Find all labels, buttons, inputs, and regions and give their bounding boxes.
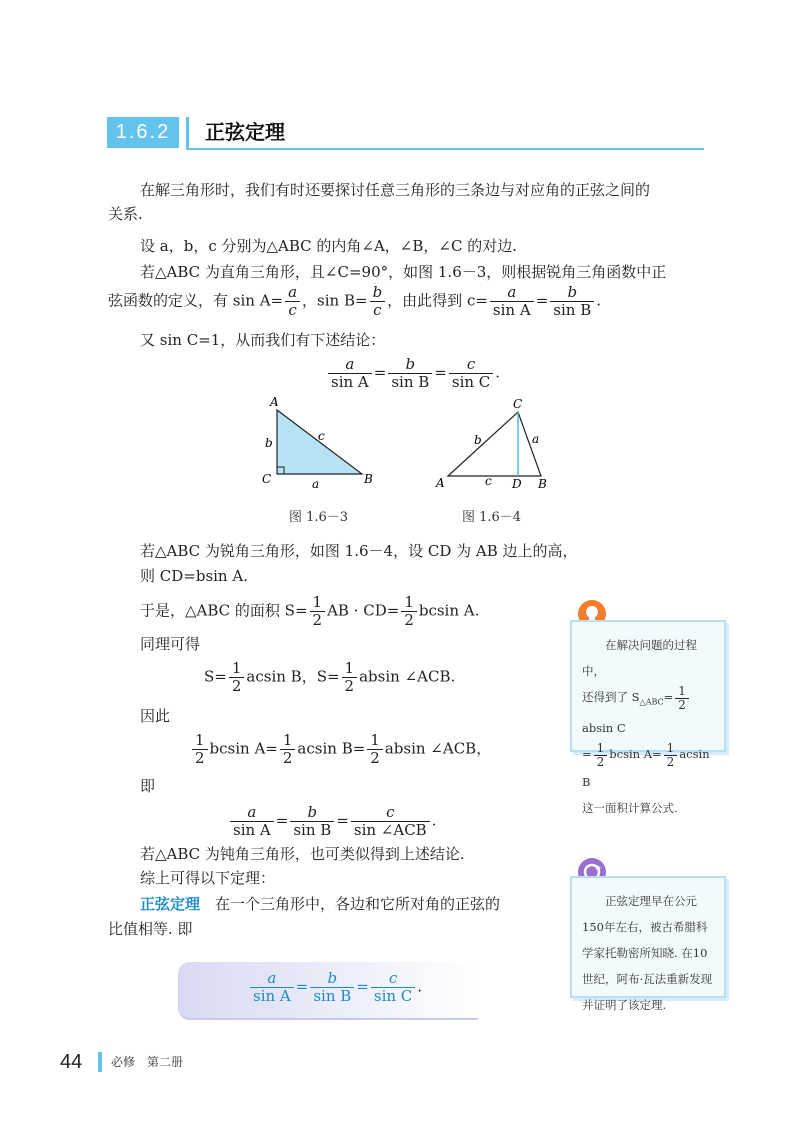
frac-den-2: 2	[344, 677, 355, 695]
text-absinACB: absin ∠ACB，	[384, 739, 492, 758]
paragraph-acute-line2: 则 CD=bsin A.	[140, 567, 248, 585]
footer-divider	[98, 1052, 102, 1072]
frac-den-2: 2	[370, 749, 380, 767]
frac-num-a: a	[490, 284, 534, 302]
fraction-c-over-sinC	[371, 970, 415, 1005]
label-C: C	[513, 397, 523, 411]
label-B: B	[538, 477, 547, 491]
frac-den-c: c	[288, 301, 297, 319]
fraction-one-half	[342, 660, 358, 695]
label-A: A	[270, 395, 279, 409]
paragraph-sinC: 又 sin C=1，从而我们有下述结论：	[140, 331, 386, 349]
frac-den-sinC: sin C	[373, 987, 413, 1005]
fraction-b-over-sinB	[290, 804, 334, 839]
section-divider	[186, 117, 189, 148]
book-title: 必修 第二册	[111, 1055, 184, 1069]
period: .	[596, 291, 601, 310]
figure-1-6-3	[250, 392, 390, 492]
frac-den-c: c	[373, 301, 382, 319]
fraction-one-half	[280, 732, 296, 767]
theorem-statement-line2: 比值相等. 即	[108, 920, 193, 938]
frac-num-b: b	[290, 804, 334, 822]
theorem-statement-line1	[140, 892, 500, 916]
fraction-one-half	[192, 732, 208, 767]
side-note-history: 正弦定理早在公元150年左右，被古希腊科学家托勒密所知晓. 在10世纪，阿布·瓦法重新发现并证明了该定理.	[570, 876, 726, 998]
fraction-b-over-sinB	[388, 356, 432, 391]
label-C: C	[262, 472, 272, 486]
fraction-a-over-sinA	[328, 356, 372, 391]
equals-sign: =	[373, 363, 387, 382]
side-note-area-formula	[570, 620, 726, 815]
frac-den-sinB: sin B	[313, 987, 352, 1005]
formula-right-triangle	[108, 284, 601, 319]
paragraph-summary: 综上可得以下定理：	[140, 869, 276, 887]
frac-num-1: 1	[367, 732, 383, 750]
note1-line3: = $\frac{1}{2}$ bcsin A= $\frac{1}{2}$ acsin B	[582, 740, 710, 789]
paragraph-right-triangle-line1: 若△ABC 为直角三角形，且∠C=90°，如图 1.6－3，则根据锐角三角函数中正	[140, 263, 667, 281]
fraction-b-over-c	[370, 284, 386, 319]
acute-triangle-shape	[448, 412, 541, 476]
paragraph-therefore: 因此	[140, 707, 171, 725]
paragraph-def-sides: 设 a，b，c 分别为△ABC 的内角∠A，∠B，∠C 的对边.	[140, 237, 517, 255]
period: .	[431, 811, 437, 830]
frac-num-1: 1	[229, 660, 245, 678]
text-hence-c: ，由此得到 c=	[387, 291, 488, 310]
fraction-one-half	[401, 594, 417, 629]
frac-num-b: b	[388, 356, 432, 374]
fraction-a-over-sinA	[490, 284, 534, 319]
fraction-one-half	[367, 732, 383, 767]
frac-den-sinA: sin A	[253, 987, 291, 1005]
fraction-a-over-sinA	[230, 804, 274, 839]
text-area-mid: AB · CD=	[327, 601, 400, 620]
text-area-prefix: 于是，△ABC 的面积 S=	[140, 601, 308, 620]
equals-sign: =	[535, 291, 549, 310]
frac-num-c: c	[351, 804, 430, 822]
frac-num-1: 1	[310, 594, 326, 612]
paragraph-intro-line1: 在解三角形时，我们有时还要探讨任意三角形的三条边与对应角的正弦之间的	[140, 181, 651, 199]
note1-line2: 还得到了 $S_{\triangle ABC}=$ $\frac{1}{2}$ absin C	[582, 684, 714, 741]
frac-num-a: a	[285, 284, 300, 302]
frac-den-sinA: sin A	[331, 373, 369, 391]
frac-num-1: 1	[192, 732, 208, 750]
theorem-term: 正弦定理	[140, 895, 201, 913]
figure-1-6-4	[432, 396, 562, 496]
fraction-c-over-sinC	[449, 356, 493, 391]
frac-den-sinACB: sin ∠ACB	[353, 821, 427, 839]
frac-den-sinA: sin A	[492, 301, 531, 319]
text-acsinB: acsin B，S=	[246, 667, 340, 686]
equals-sign: =	[434, 363, 447, 382]
frac-den-sinB: sin B	[391, 373, 430, 391]
frac-den-sinB: sin B	[553, 301, 592, 319]
label-B: B	[364, 472, 373, 486]
frac-num-a: a	[230, 804, 274, 822]
fraction-b-over-sinB	[310, 970, 354, 1005]
note1-line4: 这一面积计算公式.	[582, 800, 678, 815]
frac-num-c: c	[449, 356, 493, 374]
frac-num-1: 1	[280, 732, 296, 750]
text-absinACB: absin ∠ACB.	[359, 667, 456, 686]
formula-ratio-acb	[228, 804, 436, 839]
frac-den-2: 2	[195, 749, 205, 767]
text-bcsinA: bcsin A=	[209, 739, 278, 758]
frac-num-1: 1	[342, 660, 358, 678]
label-side-c: c	[318, 429, 325, 443]
frac-num-b: b	[310, 970, 354, 988]
frac-den-2: 2	[231, 677, 242, 695]
paragraph-similarly: 同理可得	[140, 635, 201, 653]
fraction-one-half	[229, 660, 245, 695]
frac-num-b: b	[550, 284, 594, 302]
text-acsinB: acsin B=	[297, 739, 366, 758]
frac-num-b: b	[370, 284, 386, 302]
figure-1-6-3-caption: 图 1.6－3	[289, 510, 349, 525]
label-side-b: b	[265, 436, 273, 450]
period: .	[495, 363, 501, 382]
text-sinB-def: ，sin B=	[302, 291, 368, 310]
frac-num-c: c	[371, 970, 415, 988]
formula-area-equality	[190, 732, 491, 767]
fraction-one-half	[310, 594, 326, 629]
frac-num-a: a	[250, 970, 294, 988]
section-title: 正弦定理	[205, 120, 285, 144]
theorem-text: 在一个三角形中，各边和它所对角的正弦的	[215, 895, 501, 913]
equals-sign: =	[275, 811, 289, 830]
frac-den-2: 2	[404, 611, 414, 629]
figure-1-6-4-caption: 图 1.6－4	[462, 510, 522, 525]
text-sinA-def: 弦函数的定义，有 sin A=	[108, 291, 284, 310]
label-side-a: a	[532, 432, 540, 446]
section-number: 1.6.2	[107, 117, 179, 148]
equals-sign: =	[336, 811, 349, 830]
paragraph-acute-line1: 若△ABC 为锐角三角形，如图 1.6－4，设 CD 为 AB 边上的高，	[140, 542, 578, 560]
text-area-end: bcsin A.	[418, 601, 480, 620]
formula-ratio-conclusion	[326, 356, 500, 391]
label-side-b: b	[474, 433, 482, 447]
paragraph-ie: 即	[140, 777, 156, 795]
equals-sign: =	[356, 977, 369, 996]
theorem-formula	[248, 970, 422, 1005]
label-A: A	[436, 476, 445, 490]
label-side-c: c	[485, 474, 492, 488]
fraction-c-over-sinACB	[351, 804, 430, 839]
fraction-a-over-c	[285, 284, 300, 319]
frac-den-sinC: sin C	[451, 373, 491, 391]
paragraph-obtuse: 若△ABC 为钝角三角形，也可类似得到上述结论.	[140, 845, 465, 863]
formula-area-variants	[204, 660, 455, 695]
label-side-a: a	[312, 477, 320, 491]
frac-num-1: 1	[401, 594, 417, 612]
fraction-a-over-sinA	[250, 970, 294, 1005]
frac-den-2: 2	[312, 611, 323, 629]
equals-sign: =	[295, 977, 309, 996]
period: .	[417, 977, 423, 996]
frac-num-a: a	[328, 356, 372, 374]
paragraph-intro-line2: 关系.	[108, 205, 143, 223]
frac-den-sinA: sin A	[233, 821, 271, 839]
section-underline	[186, 148, 704, 150]
note1-line1: 在解决问题的过程中，	[582, 638, 697, 678]
fraction-b-over-sinB	[550, 284, 594, 319]
label-D: D	[512, 477, 522, 491]
formula-area	[140, 594, 479, 629]
text-S-eq: S=	[204, 667, 227, 686]
frac-den-2: 2	[282, 749, 293, 767]
page-number: 44	[60, 1051, 83, 1073]
frac-den-sinB: sin B	[293, 821, 332, 839]
